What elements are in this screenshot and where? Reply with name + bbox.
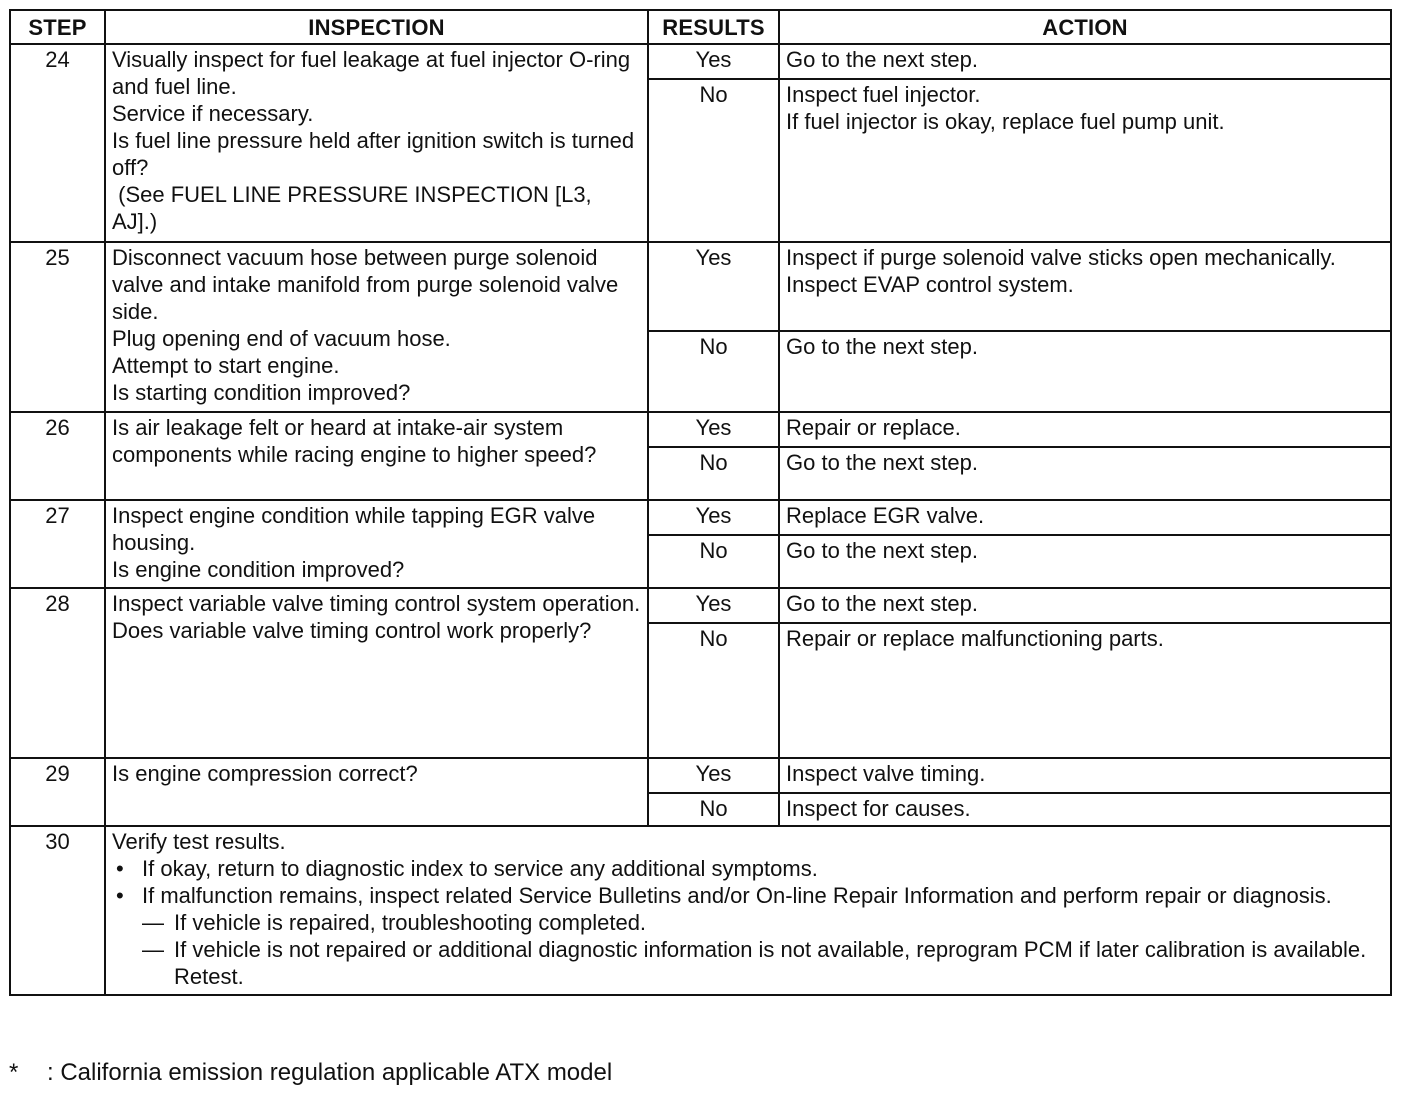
inspection-line: Is air leakage felt or heard at intake-air system components while racing engine to higher speed?	[112, 415, 597, 467]
action-line: Go to the next step.	[786, 47, 979, 72]
table-row	[10, 588, 1391, 623]
action-yes	[779, 588, 1391, 623]
action-line: Inspect for causes.	[786, 796, 971, 821]
action-line: Replace EGR valve.	[786, 503, 985, 528]
inspection-line: Inspect variable valve timing control system operation.	[112, 591, 641, 616]
step-number: 29	[10, 758, 105, 826]
action-line: Repair or replace.	[786, 415, 961, 440]
action-yes	[779, 500, 1391, 535]
header-inspection: INSPECTION	[105, 10, 648, 44]
dash-list	[142, 909, 1384, 990]
final-step-intro: Verify test results.	[112, 829, 286, 854]
dash-item	[174, 936, 1384, 990]
step-number: 24	[10, 44, 105, 242]
inspection-cell	[105, 588, 648, 758]
inspection-line: Inspect engine condition while tapping EGR valve housing.	[112, 503, 602, 555]
bullet-text: If malfunction remains, inspect related Service Bulletins and/or On-line Repair Information and perform repair or diagnosis.	[142, 883, 1332, 908]
result-no: No	[648, 535, 779, 588]
step-number: 27	[10, 500, 105, 588]
inspection-line: Plug opening end of vacuum hose.	[112, 326, 451, 351]
step-number: 26	[10, 412, 105, 500]
action-yes	[779, 44, 1391, 79]
bullet-item	[142, 882, 1384, 990]
inspection-line: Is fuel line pressure held after ignition switch is turned off?	[112, 128, 641, 180]
bullet-item	[142, 855, 1384, 882]
table-row	[10, 500, 1391, 535]
action-line: Go to the next step.	[786, 450, 979, 475]
action-line: Repair or replace malfunctioning parts.	[786, 626, 1164, 651]
header-step: STEP	[10, 10, 105, 44]
result-no: No	[648, 447, 779, 500]
header-action: ACTION	[779, 10, 1391, 44]
step-number: 28	[10, 588, 105, 758]
diagnostic-procedure	[9, 9, 1390, 996]
inspection-cell	[105, 44, 648, 242]
dash-text: If vehicle is not repaired or additional diagnostic information is not available, reprogram PCM if later calibration is available. Retest.	[174, 937, 1367, 989]
table-row	[10, 44, 1391, 79]
footnote-text: : California emission regulation applicable ATX model	[47, 1059, 613, 1086]
inspection-line: Service if necessary.	[112, 101, 314, 126]
result-yes: Yes	[648, 758, 779, 793]
inspection-cell	[105, 758, 648, 826]
action-line: Inspect EVAP control system.	[786, 272, 1074, 297]
inspection-line: Is engine compression correct?	[112, 761, 418, 786]
inspection-cell	[105, 242, 648, 412]
inspection-line: Is engine condition improved?	[112, 557, 405, 582]
action-line: If fuel injector is okay, replace fuel pump unit.	[786, 109, 1225, 134]
bullet-text: If okay, return to diagnostic index to service any additional symptoms.	[142, 856, 818, 881]
action-line: Go to the next step.	[786, 591, 979, 616]
inspection-line: Does variable valve timing control work properly?	[112, 618, 592, 643]
inspection-cell	[105, 500, 648, 588]
result-no: No	[648, 331, 779, 412]
result-yes: Yes	[648, 242, 779, 331]
result-yes: Yes	[648, 412, 779, 447]
result-yes: Yes	[648, 44, 779, 79]
inspection-line: Is starting condition improved?	[112, 380, 411, 405]
action-line: Inspect if purge solenoid valve sticks open mechanically.	[786, 245, 1336, 270]
final-step-cell	[105, 826, 1391, 995]
troubleshooting-table	[9, 9, 1392, 996]
action-no	[779, 793, 1391, 826]
table-row	[10, 242, 1391, 331]
table-row	[10, 412, 1391, 447]
result-no: No	[648, 793, 779, 826]
table-header-row	[10, 10, 1391, 44]
step-number: 30	[10, 826, 105, 995]
result-yes: Yes	[648, 588, 779, 623]
action-no	[779, 331, 1391, 412]
footnote-mark: *	[9, 1059, 19, 1086]
action-yes	[779, 412, 1391, 447]
footnote	[9, 1058, 612, 1088]
table-body	[10, 44, 1391, 995]
action-no	[779, 447, 1391, 500]
action-line: Inspect valve timing.	[786, 761, 986, 786]
action-line: Go to the next step.	[786, 334, 979, 359]
inspection-line: (See FUEL LINE PRESSURE INSPECTION [L3, AJ].)	[112, 182, 597, 234]
action-no	[779, 535, 1391, 588]
result-yes: Yes	[648, 500, 779, 535]
action-line: Go to the next step.	[786, 538, 979, 563]
result-no: No	[648, 79, 779, 242]
bullet-list	[112, 855, 1384, 990]
action-line: Inspect fuel injector.	[786, 82, 981, 107]
table-row-final	[10, 826, 1391, 995]
action-no	[779, 79, 1391, 242]
inspection-cell	[105, 412, 648, 500]
table-row	[10, 758, 1391, 793]
action-yes	[779, 758, 1391, 793]
inspection-line: Disconnect vacuum hose between purge solenoid valve and intake manifold from purge solenoid valve side.	[112, 245, 625, 324]
dash-item	[174, 909, 1384, 936]
result-no: No	[648, 623, 779, 758]
inspection-line: Visually inspect for fuel leakage at fuel injector O-ring and fuel line.	[112, 47, 637, 99]
inspection-line: Attempt to start engine.	[112, 353, 340, 378]
header-results: RESULTS	[648, 10, 779, 44]
dash-text: If vehicle is repaired, troubleshooting completed.	[174, 910, 647, 935]
step-number: 25	[10, 242, 105, 412]
action-no	[779, 623, 1391, 758]
action-yes	[779, 242, 1391, 331]
